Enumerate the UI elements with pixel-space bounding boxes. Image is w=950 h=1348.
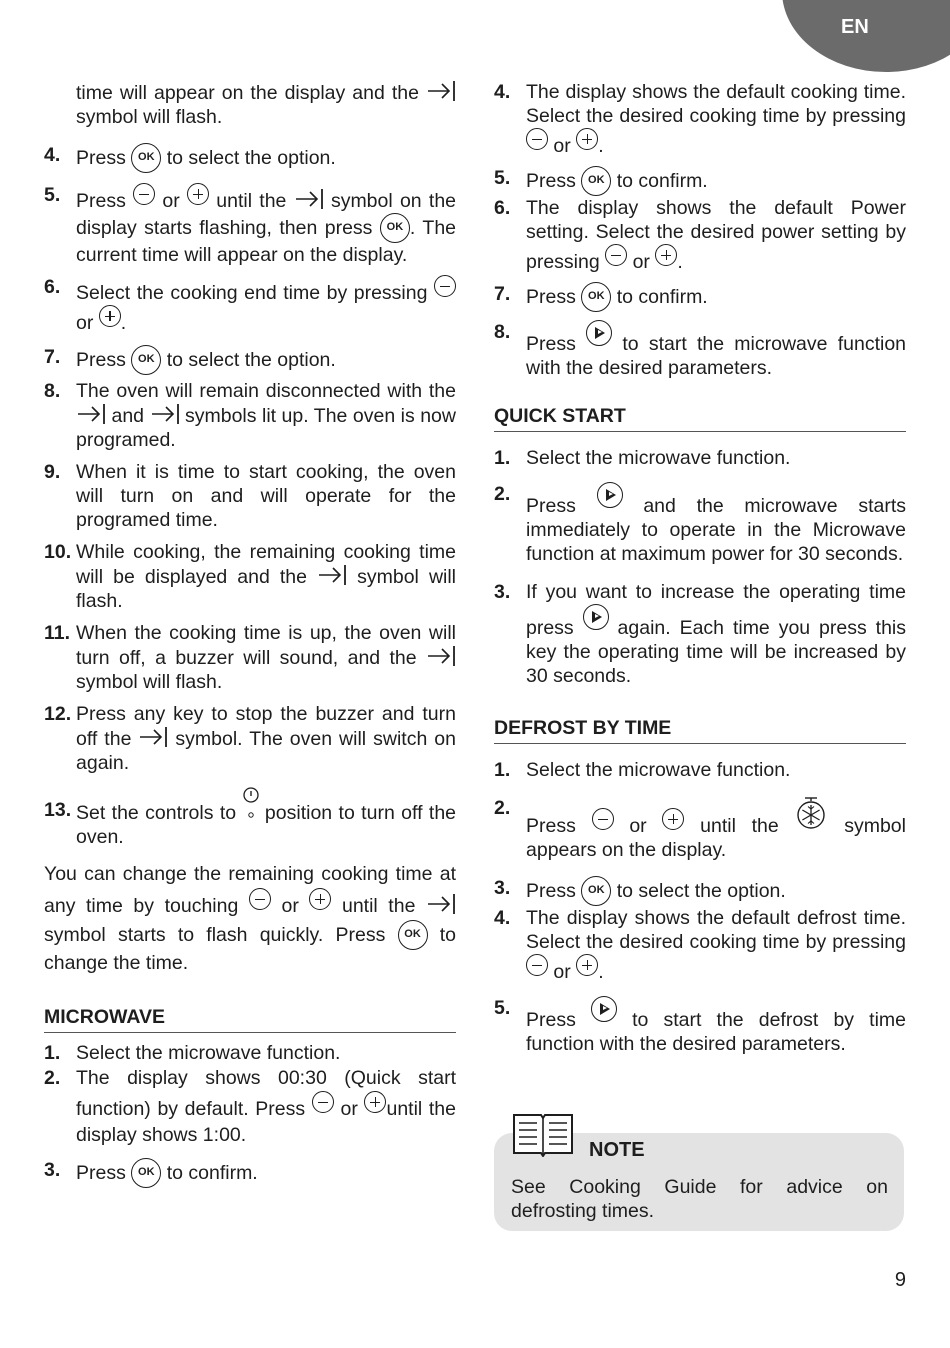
minus-button-icon — [133, 183, 155, 205]
start-play-icon — [583, 604, 609, 630]
book-note-icon — [512, 1111, 574, 1163]
end-time-icon — [426, 645, 456, 667]
minus-button-icon — [249, 888, 271, 910]
list-item: 4. Press OK to select the option. — [44, 143, 456, 173]
list-item: 4. The display shows the default cooking time. Select the desired cooking time by pressing or . — [494, 81, 906, 157]
section-title-quick-start: QUICK START — [494, 404, 906, 432]
list-item-continued: time will appear on the display and the symbol will flash. — [44, 80, 456, 129]
note-text: See Cooking Guide for advice on defrosting times. — [511, 1176, 888, 1222]
language-tab — [782, 0, 950, 72]
right-column — [494, 80, 906, 1056]
list-item: 12. Press any key to stop the buzzer and turn off the symbol. The oven will switch on again. — [44, 703, 456, 774]
plus-button-icon — [187, 183, 209, 205]
list-item: 5. Press to start the defrost by time function with the desired parameters. — [494, 997, 907, 1055]
list-item: 5. Press OK to confirm. — [494, 166, 906, 196]
end-time-icon — [426, 80, 456, 102]
note-title: NOTE — [589, 1139, 645, 1161]
list-item: 1. Select the microwave function. — [494, 759, 791, 781]
list-item: 8. Press to start the microwave function with the desired parameters. — [494, 321, 907, 379]
ok-button-icon: OK — [581, 166, 611, 196]
end-time-icon — [317, 564, 347, 586]
list-item: 2. Press and the microwave starts immediately to operate in the Microwave function at maximum power for 30 seconds. — [494, 483, 907, 565]
plus-button-icon — [99, 305, 121, 327]
list-item: 2. The display shows 00:30 (Quick start function) by default. Press or until the display shows 1:00. — [44, 1067, 456, 1146]
list-item: 2. Press or until the symbol appears on the display. — [494, 797, 906, 861]
plus-button-icon — [655, 244, 677, 266]
left-column — [44, 80, 456, 1188]
ok-button-icon: OK — [380, 213, 410, 243]
start-play-icon — [597, 482, 623, 508]
list-item: 5. Press or until the symbol on the display starts flashing, then press OK . The current time will appear on the display. — [44, 184, 457, 266]
minus-button-icon — [526, 954, 548, 976]
ok-button-icon: OK — [581, 876, 611, 906]
minus-button-icon — [605, 244, 627, 266]
section-title-defrost-by-time: DEFROST BY TIME — [494, 716, 906, 744]
minus-button-icon — [526, 128, 548, 150]
list-item: 9. When it is time to start cooking, the oven will turn on and will operate for the programed time. — [44, 461, 456, 531]
end-time-icon — [76, 403, 106, 425]
ok-button-icon: OK — [398, 920, 428, 950]
list-item: 3. Press OK to select the option. — [494, 876, 906, 906]
language-label: EN — [841, 16, 869, 38]
list-item: 7. Press OK to confirm. — [494, 282, 906, 312]
end-time-icon — [294, 188, 324, 210]
ok-button-icon: OK — [131, 1158, 161, 1188]
list-item: 11. When the cooking time is up, the oven will turn off, a buzzer will sound, and the symbol will flash. — [44, 622, 456, 693]
start-play-icon — [591, 996, 617, 1022]
end-time-icon — [426, 893, 456, 915]
page-number: 9 — [894, 1269, 906, 1291]
list-item: 8. The oven will remain disconnected with the and symbols lit up. The oven is now programed. — [44, 380, 456, 451]
plus-button-icon — [576, 128, 598, 150]
end-time-icon — [138, 726, 168, 748]
list-item: 3. Press OK to confirm. — [44, 1158, 456, 1188]
paragraph: You can change the remaining cooking time at any time by touching or until the symbol starts to flash quickly. Press OK to change the time. — [44, 863, 456, 974]
list-item: 6. Select the cooking end time by pressing or . — [44, 275, 456, 335]
minus-button-icon — [592, 808, 614, 830]
clock-off-icon — [243, 787, 259, 821]
plus-button-icon — [576, 954, 598, 976]
ok-button-icon: OK — [131, 345, 161, 375]
list-item: 7. Press OK to select the option. — [44, 345, 456, 375]
minus-button-icon — [312, 1091, 334, 1113]
list-item: 1. Select the microwave function. — [494, 447, 791, 469]
plus-button-icon — [662, 808, 684, 830]
ok-button-icon: OK — [131, 143, 161, 173]
defrost-snowflake-icon — [794, 796, 828, 830]
list-item: 4. The display shows the default defrost time. Select the desired cooking time by pressing or . — [494, 907, 906, 983]
section-title-microwave: MICROWAVE — [44, 1005, 456, 1033]
plus-button-icon — [364, 1091, 386, 1113]
list-item: 3. If you want to increase the operating time press again. Each time you press this key the operating time will be increased by 30 seconds. — [494, 581, 906, 687]
ok-button-icon: OK — [581, 282, 611, 312]
start-play-icon — [586, 320, 612, 346]
list-item: 13. Set the controls to position to turn off the oven. — [44, 787, 456, 849]
list-item: 6. The display shows the default Power setting. Select the desired power setting by pressing or . — [494, 197, 906, 273]
list-item: 10. While cooking, the remaining cooking time will be displayed and the symbol will flash. — [44, 541, 457, 612]
plus-button-icon — [309, 888, 331, 910]
minus-button-icon — [434, 275, 456, 297]
end-time-icon — [150, 403, 180, 425]
list-item: 1. Select the microwave function. — [44, 1042, 341, 1064]
